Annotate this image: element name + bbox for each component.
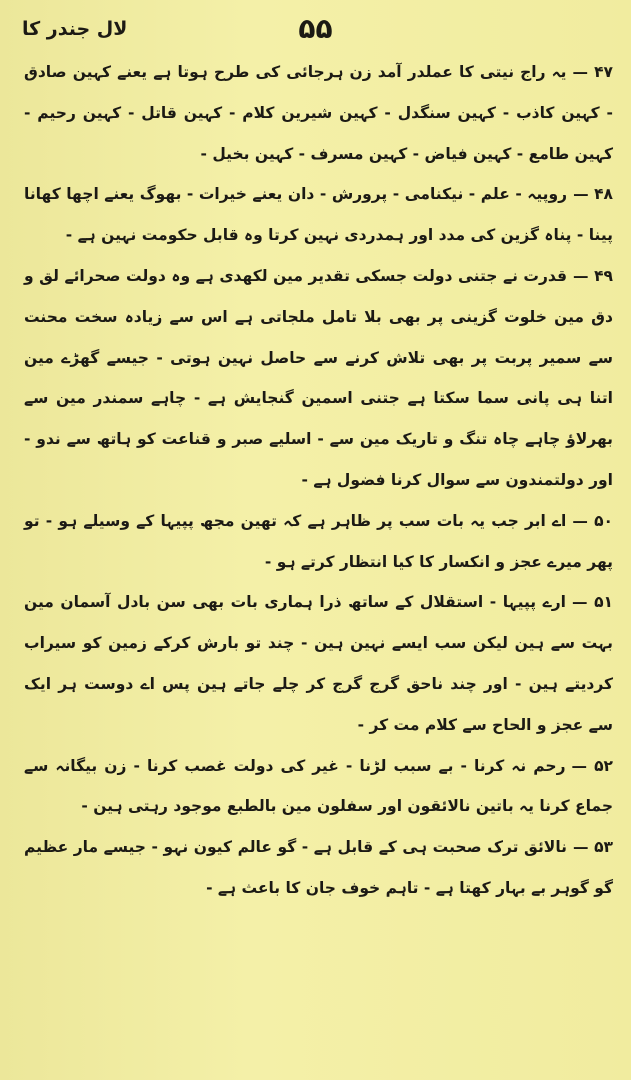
paragraph-51 [24, 582, 613, 745]
paragraph-52 [24, 746, 613, 828]
paragraph-text: رحم نہ کرنا - بے سبب لڑنا - غیر کی دولت غصب کرنا - زن بیگانہ سے جماع کرنا یہ باتین نالائقون اور سفلون مین بالطبع موجود رہتی ہین - [24, 756, 613, 816]
paragraph-text: روپیہ - علم - نیکنامی - پرورش - دان یعنے خیرات - بھوگ یعنے اچھا کھانا پینا - پناہ گزین کی مدد اور ہمدردی نہین کرتا وہ قابل حکومت نہین ہے - [24, 185, 613, 245]
paragraph-number: ۵۰ — [572, 511, 613, 530]
paragraph-text: نالائق ترک صحبت ہی کے قابل ہے - گو عالم کیون نہو - جیسے مار عظیم گو گوہر بے بہار کھتا ہے - تاہم خوف جان کا باعث ہے - [24, 838, 613, 897]
paragraph-49 [24, 256, 613, 501]
paragraph-text: قدرت نے جتنی دولت جسکی تقدیر مین لکھدی ہے وہ دولت صحرائے لق و دق مین خلوت گزینی پر بھی بلا تامل ملجاتی ہے اس سے زیادہ سخت محنت سے سمیر پربت پر بھی تلاش کرنے سے حاصل نہین ہوتی - جیسے گھڑے مین اتنا ہی پانی سما سکتا ہے جتنی اسمین گنجایش ہے - چاہے سمندر مین سے بھرلاؤ چاہے چاہ تنگ و تاریک مین سے - اسلیے صبر و قناعت کو ہاتھ سے ندو - اور دولتمندون سے سوال کرنا فضول ہے - [24, 266, 613, 489]
paragraph-50 [24, 501, 613, 583]
page-number: ۵۵ [298, 12, 333, 45]
paragraph-48 [24, 174, 613, 256]
paragraph-text: یہ راج نیتی کا عملدر آمد زن ہرجائی کی طرح ہوتا ہے یعنے کہین صادق - کہین کاذب - کہین سنگدل - کہین شیرین کلام - کہین قاتل - کہین رحیم - کہین طامع - کہین فیاض - کہین مسرف - کہین بخیل - [24, 63, 613, 163]
paragraph-text: اے ابر جب یہ بات سب پر ظاہر ہے کہ تھین مجھ پپیہا کے وسیلے ہو - تو پھر میرے عجز و انکسار کا کیا انتظار کرتے ہو - [24, 511, 613, 571]
paragraph-number: ۴۷ — [572, 63, 614, 81]
running-title: لال جندر کا [22, 18, 128, 40]
paragraph-text: ارے پپیہا - استقلال کے ساتھ ذرا ہماری بات بھی سن بادل آسمان مین بہت سے ہین لیکن سب ایسے نہین ہین - چند تو بارش کرکے زمین کو سیراب کردیتے ہین - اور چند ناحق گرج گرج کر چلے جاتے ہین پس اے دوست ہر ایک سے عجز و الحاح سے کلام مت کر - [24, 593, 613, 734]
paragraph-53 [24, 827, 613, 909]
paragraph-number: ۴۸ — [573, 185, 613, 204]
paragraph-number: ۵۲ — [571, 756, 613, 775]
paragraph-number: ۴۹ — [573, 266, 613, 285]
page-body [24, 52, 613, 1064]
paragraph-number: ۵۳ — [573, 838, 613, 857]
paragraph-47 [24, 52, 613, 174]
page-header [22, 12, 609, 46]
paragraph-number: ۵۱ — [572, 593, 613, 612]
